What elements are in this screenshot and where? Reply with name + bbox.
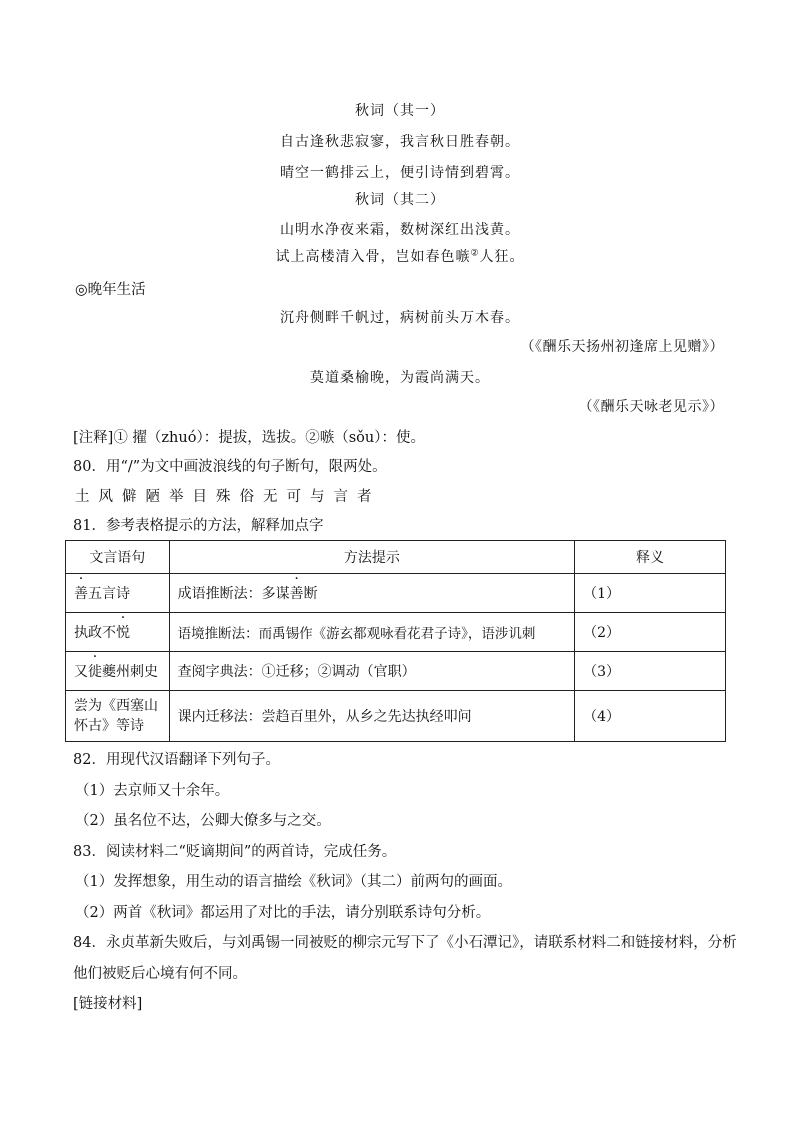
answer-slot: （4） bbox=[575, 691, 726, 742]
poem-line bbox=[0, 246, 800, 266]
table-header: 文言语句 bbox=[66, 541, 170, 574]
poem-text: 人狂。 bbox=[479, 249, 525, 265]
footnote-marker: ② bbox=[470, 248, 480, 259]
classical-phrase: 又徙夔州刺史 bbox=[66, 652, 170, 691]
verse-source: （《酬乐天咏老见示》） bbox=[578, 399, 724, 415]
table-row bbox=[66, 691, 726, 742]
method-hint: 成语推断法：多谋善断 bbox=[169, 574, 574, 613]
dotted-char: 善 bbox=[289, 586, 304, 602]
link-material-heading: [链接材料] bbox=[73, 996, 143, 1012]
method-hint: 课内迁移法：尝趋百里外，从乡之先达执经叩问 bbox=[169, 691, 574, 742]
sub-question: （2）虽名位不达，公卿大僚多与之交。 bbox=[75, 813, 331, 829]
table-header: 方法提示 bbox=[169, 541, 574, 574]
answer-slot: （2） bbox=[575, 613, 726, 652]
poem-line: 山明水净夜来霜，数树深红出浅黄。 bbox=[280, 222, 520, 238]
table-row bbox=[66, 613, 726, 652]
answer-slot: （3） bbox=[575, 652, 726, 691]
verse-source: （《酬乐天扬州初逢席上见赠》） bbox=[520, 339, 724, 355]
poem-text: 试上高楼清入骨，岂如春色嗾 bbox=[275, 249, 471, 265]
poem-line: 晴空一鹤排云上，便引诗情到碧霄。 bbox=[280, 165, 520, 181]
question-83: 83．阅读材料二“贬谪期间”的两首诗，完成任务。 bbox=[73, 844, 397, 860]
table-row bbox=[66, 652, 726, 691]
sentence-to-punctuate: 土风僻陋举目殊俗无可与言者 bbox=[75, 489, 381, 505]
classical-phrase: 尝为《西塞山怀古》等诗 bbox=[66, 691, 170, 742]
method-table bbox=[65, 540, 726, 742]
sub-question: （2）两首《秋词》都运用了对比的手法，请分别联系诗句分析。 bbox=[75, 905, 491, 921]
answer-slot: （1） bbox=[575, 574, 726, 613]
method-hint: 语境推断法：而禹锡作《游玄都观咏看花君子诗》，语涉讥刺 bbox=[169, 613, 574, 652]
poem-line: 自古逢秋悲寂寥，我言秋日胜春朝。 bbox=[280, 134, 520, 150]
sub-question: （1）发挥想象，用生动的语言描绘《秋词》（其二）前两句的画面。 bbox=[75, 874, 512, 890]
question-81: 81．参考表格提示的方法，解释加点字 bbox=[73, 518, 324, 534]
dotted-char: 徙 bbox=[88, 664, 102, 680]
dotted-char: 善 bbox=[74, 586, 88, 602]
verse: 沉舟侧畔千帆过，病树前头万木春。 bbox=[280, 310, 520, 326]
section-heading: ◎晚年生活 bbox=[75, 282, 146, 298]
method-hint: 查阅字典法：①迁移；②调动（官职） bbox=[169, 652, 574, 691]
classical-phrase: 善五言诗 bbox=[66, 574, 170, 613]
table-row bbox=[66, 574, 726, 613]
dotted-char: 悦 bbox=[116, 625, 130, 641]
question-84: 84．永贞革新失败后，与刘禹锡一同被贬的柳宗元写下了《小石潭记》，请联系材料二和链接材料，分析 bbox=[73, 935, 737, 951]
question-84-cont: 他们被贬后心境有何不同。 bbox=[73, 966, 247, 982]
question-80: 80．用“/”为文中画波浪线的句子断句，限两处。 bbox=[73, 459, 387, 475]
question-82: 82．用现代汉语翻译下列句子。 bbox=[73, 752, 280, 768]
table-header: 释义 bbox=[575, 541, 726, 574]
classical-phrase: 执政不悦 bbox=[66, 613, 170, 652]
poem-title-1: 秋词（其一） bbox=[355, 103, 445, 119]
verse: 莫道桑榆晚，为霞尚满天。 bbox=[310, 370, 490, 386]
annotation: [注释]① 擢（zhuó）：提拔，选拔。②嗾（sǒu）：使。 bbox=[73, 430, 425, 446]
poem-title-2: 秋词（其二） bbox=[355, 192, 445, 208]
sub-question: （1）去京师又十余年。 bbox=[75, 783, 230, 799]
